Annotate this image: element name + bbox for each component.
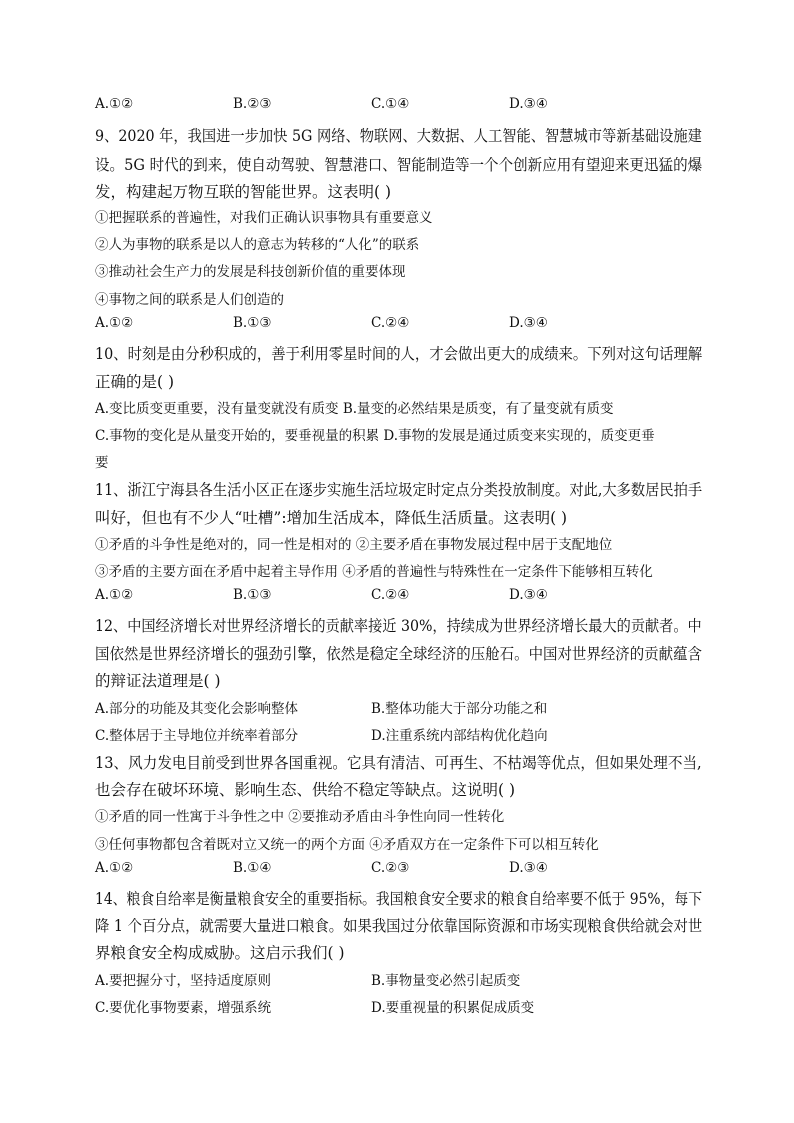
q14-option-c[interactable]: C.要优化事物要素，增强系统 [95,1000,272,1016]
q14-option-b[interactable]: B.事物量变必然引起质变 [371,973,521,989]
q9-option-d[interactable]: D.③④ [509,315,548,331]
q9-stem-line-3: 发，构建起万物互联的智能世界。这表明( ) [95,183,392,201]
q14-option-d[interactable]: D.要重视量的积累促成质变 [371,1000,535,1016]
q11-statements-line-2: ③矛盾的主要方面在矛盾中起着主导作用 ④矛盾的普遍性与特殊性在一定条件下能够相互转化 [95,564,653,580]
q9-option-b[interactable]: B.①③ [233,315,272,331]
q9-statement-2: ②人为事物的联系是以人的意志为转移的“人化”的联系 [95,237,420,253]
q12-option-c[interactable]: C.整体居于主导地位并统率着部分 [95,728,299,744]
q9-option-c[interactable]: C.②④ [371,315,410,331]
q10-options-line-2[interactable]: C.事物的变化是从量变开始的，要垂视量的积累 D.事物的发展是通过质变来实现的，质变更垂 [95,428,655,444]
q13-stem-line-1: 13、风力发电目前受到世界各国重视。它具有清洁、可再生、不枯竭等优点，但如果处理不当, [95,754,702,772]
q12-stem-line-2: 国依然是世界经济增长的强劲引擎，依然是稳定全球经济的压舱石。中国对世界经济的贡献蕴含 [95,645,703,663]
q8-option-c[interactable]: C.①④ [371,96,410,112]
q13-option-b[interactable]: B.①④ [233,860,272,876]
q12-option-a[interactable]: A.部分的功能及其变化会影响整体 [95,701,299,717]
q10-options-line-3: 要 [95,455,109,471]
q11-option-a[interactable]: A.①② [95,587,134,603]
q13-statements-line-1: ①矛盾的同一性寓于斗争性之中 ②要推动矛盾由斗争性向同一性转化 [95,809,505,825]
q8-option-b[interactable]: B.②③ [233,96,272,112]
q13-statements-line-2: ③任何事物都包含着既对立又统一的两个方面 ④矛盾双方在一定条件下可以相互转化 [95,837,599,853]
q10-options-line-1[interactable]: A.变比质变更重要，没有量变就没有质变 B.量变的必然结果是质变，有了量变就有质变 [95,401,614,417]
q8-option-a[interactable]: A.①② [95,96,134,112]
q11-option-c[interactable]: C.②④ [371,587,410,603]
q13-option-a[interactable]: A.①② [95,860,134,876]
q11-option-b[interactable]: B.①③ [233,587,272,603]
q9-stem-line-2: 设。5G 时代的到来，使自动驾驶、智慧港口、智能制造等一个个创新应用有望迎来更迅猛的爆 [95,156,703,174]
q13-stem-line-2: 也会存在破坏环境、影响生态、供给不稳定等缺点。这说明( ) [95,781,516,799]
q8-option-d[interactable]: D.③④ [509,96,548,112]
q10-stem-line-2: 正确的是( ) [95,373,175,391]
q12-option-d[interactable]: D.注重系统内部结构优化趋向 [371,728,548,744]
q11-stem-line-2: 叫好，但也有不少人“吐槽”:增加生活成本，降低生活质量。这表明( ) [95,509,568,527]
q9-statement-1: ①把握联系的普遍性，对我们正确认识事物具有重要意义 [95,210,433,226]
q12-stem-line-1: 12、中国经济增长对世界经济增长的贡献率接近 30%，持续成为世界经济增长最大的贡献者。中 [95,617,702,635]
q14-stem-line-1: 14、粮食自给率是衡量粮食安全的重要指标。我国粮食安全要求的粮食自给率要不低于 95%，每下 [95,890,703,908]
q14-option-a[interactable]: A.要把握分寸，坚持适度原则 [95,973,272,989]
q11-option-d[interactable]: D.③④ [509,587,548,603]
q9-option-a[interactable]: A.①② [95,315,134,331]
q11-statements-line-1: ①矛盾的斗争性是绝对的，同一性是相对的 ②主要矛盾在事物发展过程中居于支配地位 [95,537,613,553]
q12-option-b[interactable]: B.整体功能大于部分功能之和 [371,701,548,717]
q14-stem-line-3: 界粮食安全构成威胁。这启示我们( ) [95,944,345,962]
q9-stem-line-1: 9、2020 年，我国进一步加快 5G 网络、物联网、大数据、人工智能、智慧城市等新基础设施建 [95,127,702,145]
q13-option-d[interactable]: D.③④ [509,860,548,876]
q12-stem-line-3: 的辩证法道理是( ) [95,672,221,690]
q14-stem-line-2: 降 1 个百分点，就需要大量进口粮食。如果我国过分依靠国际资源和市场实现粮食供给就会对世 [95,917,703,935]
q11-stem-line-1: 11、浙江宁海县各生活小区正在逐步实施生活垃圾定时定点分类投放制度。对此,大多数居民拍手 [95,481,703,499]
q9-statement-4: ④事物之间的联系是人们创造的 [95,292,284,308]
q9-statement-3: ③推动社会生产力的发展是科技创新价值的重要体现 [95,264,406,280]
q13-option-c[interactable]: C.②③ [371,860,410,876]
q10-stem-line-1: 10、时刻是由分秒积成的，善于利用零星时间的人，才会做出更大的成绩来。下列对这句话理解 [95,345,703,363]
